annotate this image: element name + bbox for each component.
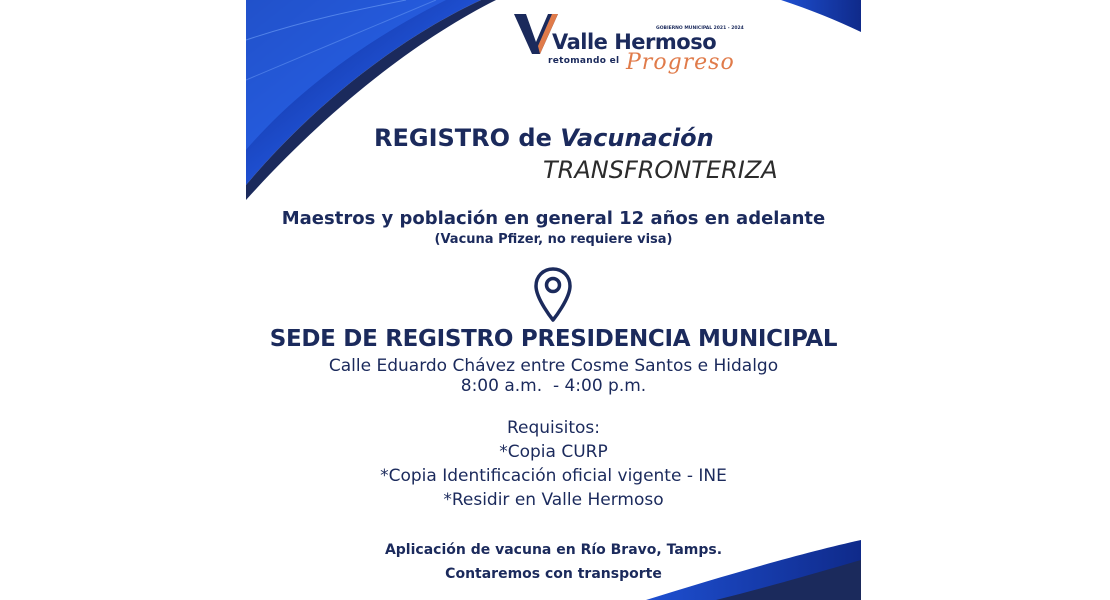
valle-hermoso-logo: [514, 10, 744, 85]
sede-heading: SEDE DE REGISTRO PRESIDENCIA MUNICIPAL: [269, 326, 838, 352]
sede-hours: 8:00 a.m. - 4:00 p.m.: [460, 376, 647, 396]
title-registro-text: REGISTRO de: [374, 124, 561, 152]
vaccine-note: (Vacuna Pfizer, no requiere visa): [434, 232, 673, 247]
sede-address: Calle Eduardo Chávez entre Cosme Santos e Hidalgo: [328, 356, 779, 376]
requisito-item: *Residir en Valle Hermoso: [443, 490, 664, 510]
logo-tagline: retomando el: [548, 56, 620, 66]
requisito-item: *Copia Identificación oficial vigente - INE: [380, 466, 727, 486]
title-vacunacion: Vacunación: [560, 124, 714, 152]
title-transfronteriza: TRANSFRONTERIZA: [543, 156, 778, 184]
requisitos-heading: Requisitos:: [506, 418, 601, 438]
logo-gobierno-text: GOBIERNO MUNICIPAL 2021 - 2024: [656, 26, 744, 31]
title-registro: [374, 124, 714, 152]
requisito-item: *Copia CURP: [499, 442, 608, 462]
location-pin-icon: [533, 266, 573, 324]
aplicacion-line: Aplicación de vacuna en Río Bravo, Tamps.: [384, 542, 723, 558]
logo-name: Valle Hermoso: [552, 30, 717, 54]
audience-line: Maestros y población en general 12 años en adelante: [281, 208, 826, 229]
poster: [246, 0, 861, 600]
logo-progreso-script: Progreso: [626, 50, 735, 75]
transporte-line: Contaremos con transporte: [445, 566, 662, 582]
